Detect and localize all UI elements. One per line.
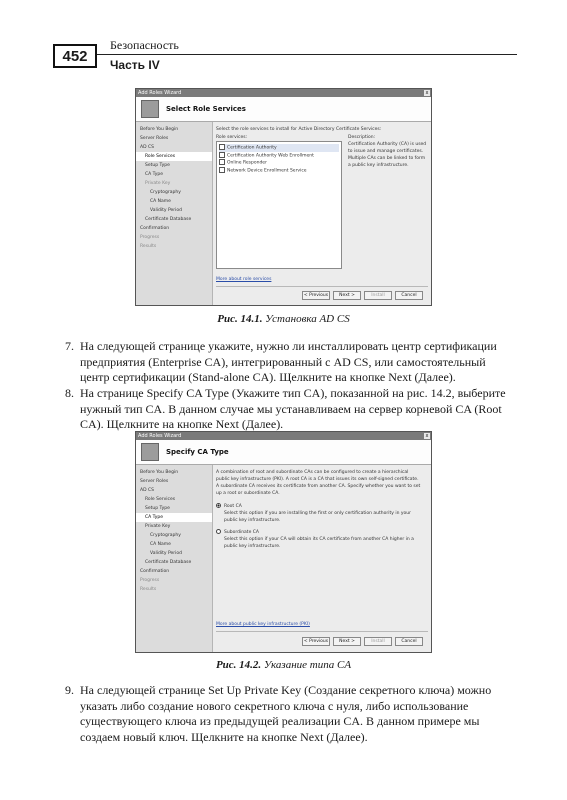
window-title: Add Roles Wizard	[136, 89, 431, 97]
nav-setup-type[interactable]: Setup Type	[145, 163, 170, 168]
nav-private-key[interactable]: Private Key	[145, 181, 171, 186]
step-number: 9.	[65, 683, 74, 697]
step-7	[65, 339, 517, 386]
wizard-banner	[136, 440, 431, 465]
nav-ca-name[interactable]: CA Name	[150, 542, 171, 547]
close-icon[interactable]: x	[425, 433, 429, 439]
cancel-button[interactable]: Cancel	[395, 637, 423, 646]
next-button[interactable]: Next >	[333, 291, 361, 300]
role-service-item[interactable]: Online Responder	[219, 159, 339, 167]
wizard-step-list	[136, 465, 213, 652]
step-9	[65, 683, 517, 745]
footer-separator	[216, 286, 428, 287]
step-8	[65, 386, 517, 433]
option-subordinate-ca[interactable]	[216, 529, 426, 536]
role-service-item[interactable]: Certification Authority Web Enrollment	[219, 152, 339, 160]
step-text: На странице Specify CA Type (Укажите тип CA), показанной на рис. 14.2, выберите нужный тип CA. В данном случае мы устанавливаем на сервер корневой CA (Root CA). Щелкните на кнопке Next (Далее).	[80, 386, 506, 431]
caption-text: Указание типа CA	[263, 659, 352, 671]
running-header-part: Часть IV	[110, 58, 160, 72]
nav-ca-type[interactable]: CA Type	[145, 172, 163, 177]
nav-ca-name[interactable]: CA Name	[150, 199, 171, 204]
role-services-list	[216, 141, 342, 269]
nav-cryptography[interactable]: Cryptography	[150, 190, 181, 195]
wizard-heading: Select Role Services	[166, 105, 246, 113]
figure-14-2-caption	[0, 659, 567, 671]
figure-14-1-screenshot	[135, 88, 432, 306]
caption-label: Рис. 14.1.	[217, 313, 263, 325]
nav-progress[interactable]: Progress	[140, 235, 160, 240]
step-number: 8.	[65, 386, 74, 400]
wizard-heading: Specify CA Type	[166, 448, 229, 456]
step-text: На следующей странице Set Up Private Key (Создание секретного ключа) можно указать либо создание нового секретного ключа с нуля, либо использование существующего ключа из предыдущей реализации CA. В данном примере мы создаем новый ключ. Щелкните на кнопке Next (Далее).	[80, 683, 492, 744]
header-rule	[97, 54, 517, 55]
nav-confirmation[interactable]: Confirmation	[140, 226, 170, 231]
nav-confirmation[interactable]: Confirmation	[140, 569, 170, 574]
checkbox[interactable]	[219, 152, 225, 158]
wizard-banner	[136, 97, 431, 122]
nav-before-you-begin[interactable]: Before You Begin	[140, 470, 179, 475]
nav-role-services[interactable]: Role Services	[136, 152, 212, 161]
cancel-button[interactable]: Cancel	[395, 291, 423, 300]
intro-text: A combination of root and subordinate CAs can be configured to create a hierarchical public key infrastructure (PKI). A root CA is a CA that issues its own self-signed certificate. A subordinate CA receives its certificate from another CA. Specify whether you want to set up a root or subordinate CA.	[216, 470, 421, 496]
previous-button[interactable]: < Previous	[303, 293, 329, 298]
nav-cryptography[interactable]: Cryptography	[150, 533, 181, 538]
nav-ad-cs[interactable]: AD CS	[140, 145, 154, 150]
nav-ca-type[interactable]: CA Type	[136, 513, 212, 522]
figure-14-2-screenshot	[135, 431, 432, 653]
option-description: Select this option if your CA will obtain its CA certificate from another CA higher in a public key infrastructure.	[224, 537, 414, 549]
footer-separator	[216, 631, 428, 632]
step-text: На следующей странице укажите, нужно ли инсталлировать центр сертификации предприятия (Enterprise CA), интегрированный с AD CS, или самостоятельный центр сертификации (Stand-alone CA). Щелкните на кнопке Next (Далее).	[80, 339, 497, 384]
option-root-ca[interactable]	[216, 503, 426, 510]
server-role-icon	[141, 443, 159, 461]
wizard-content	[216, 122, 428, 305]
nav-role-services[interactable]: Role Services	[145, 497, 176, 502]
page-number: 452	[53, 44, 97, 68]
radio-button[interactable]	[216, 503, 221, 508]
wizard-content	[216, 465, 428, 652]
step-number: 7.	[65, 339, 74, 353]
wizard-step-list	[136, 122, 213, 305]
nav-private-key[interactable]: Private Key	[145, 524, 171, 529]
next-button[interactable]: Next >	[333, 637, 361, 646]
nav-server-roles[interactable]: Server Roles	[140, 479, 169, 484]
more-about-role-services-link[interactable]: More about role services	[216, 277, 272, 282]
checkbox[interactable]	[219, 144, 225, 150]
option-label: Subordinate CA	[224, 530, 259, 535]
figure-14-1-caption	[0, 313, 567, 325]
nav-ad-cs[interactable]: AD CS	[140, 488, 154, 493]
nav-validity-period[interactable]: Validity Period	[150, 208, 182, 213]
nav-results[interactable]: Results	[140, 587, 157, 592]
role-service-item[interactable]: Network Device Enrollment Service	[219, 167, 339, 175]
option-label: Root CA	[224, 504, 242, 509]
nav-results[interactable]: Results	[140, 244, 157, 249]
role-service-item[interactable]: Certification Authority	[219, 144, 339, 152]
nav-server-roles[interactable]: Server Roles	[140, 136, 169, 141]
nav-setup-type[interactable]: Setup Type	[145, 506, 170, 511]
nav-certificate-database[interactable]: Certificate Database	[145, 217, 192, 222]
running-header-section: Безопасность	[110, 38, 179, 52]
nav-validity-period[interactable]: Validity Period	[150, 551, 182, 556]
window-title: Add Roles Wizard	[136, 432, 431, 440]
install-button[interactable]: Install	[364, 637, 392, 646]
instruction-text: Select the role services to install for Active Directory Certificate Services:	[216, 127, 382, 132]
close-icon[interactable]: x	[425, 90, 429, 96]
previous-button[interactable]: < Previous	[303, 639, 329, 644]
more-about-pki-link[interactable]: More about public key infrastructure (PKI)	[216, 622, 310, 627]
description-label: Description:	[348, 135, 376, 140]
checkbox[interactable]	[219, 167, 225, 173]
server-role-icon	[141, 100, 159, 118]
caption-label: Рис. 14.2.	[215, 659, 262, 671]
checkbox[interactable]	[219, 159, 225, 165]
caption-text: Установка AD CS	[265, 313, 350, 325]
radio-button[interactable]	[216, 529, 221, 534]
nav-progress[interactable]: Progress	[140, 578, 160, 583]
nav-before-you-begin[interactable]: Before You Begin	[140, 127, 179, 132]
nav-certificate-database[interactable]: Certificate Database	[145, 560, 192, 565]
option-description: Select this option if you are installing the first or only certification authority in your public key infrastructure.	[224, 511, 411, 523]
role-description: Certification Authority (CA) is used to issue and manage certificates. Multiple CAs can be linked to form a public key infrastructure.	[348, 142, 427, 168]
role-services-label: Role services:	[216, 135, 248, 140]
install-button[interactable]: Install	[364, 291, 392, 300]
